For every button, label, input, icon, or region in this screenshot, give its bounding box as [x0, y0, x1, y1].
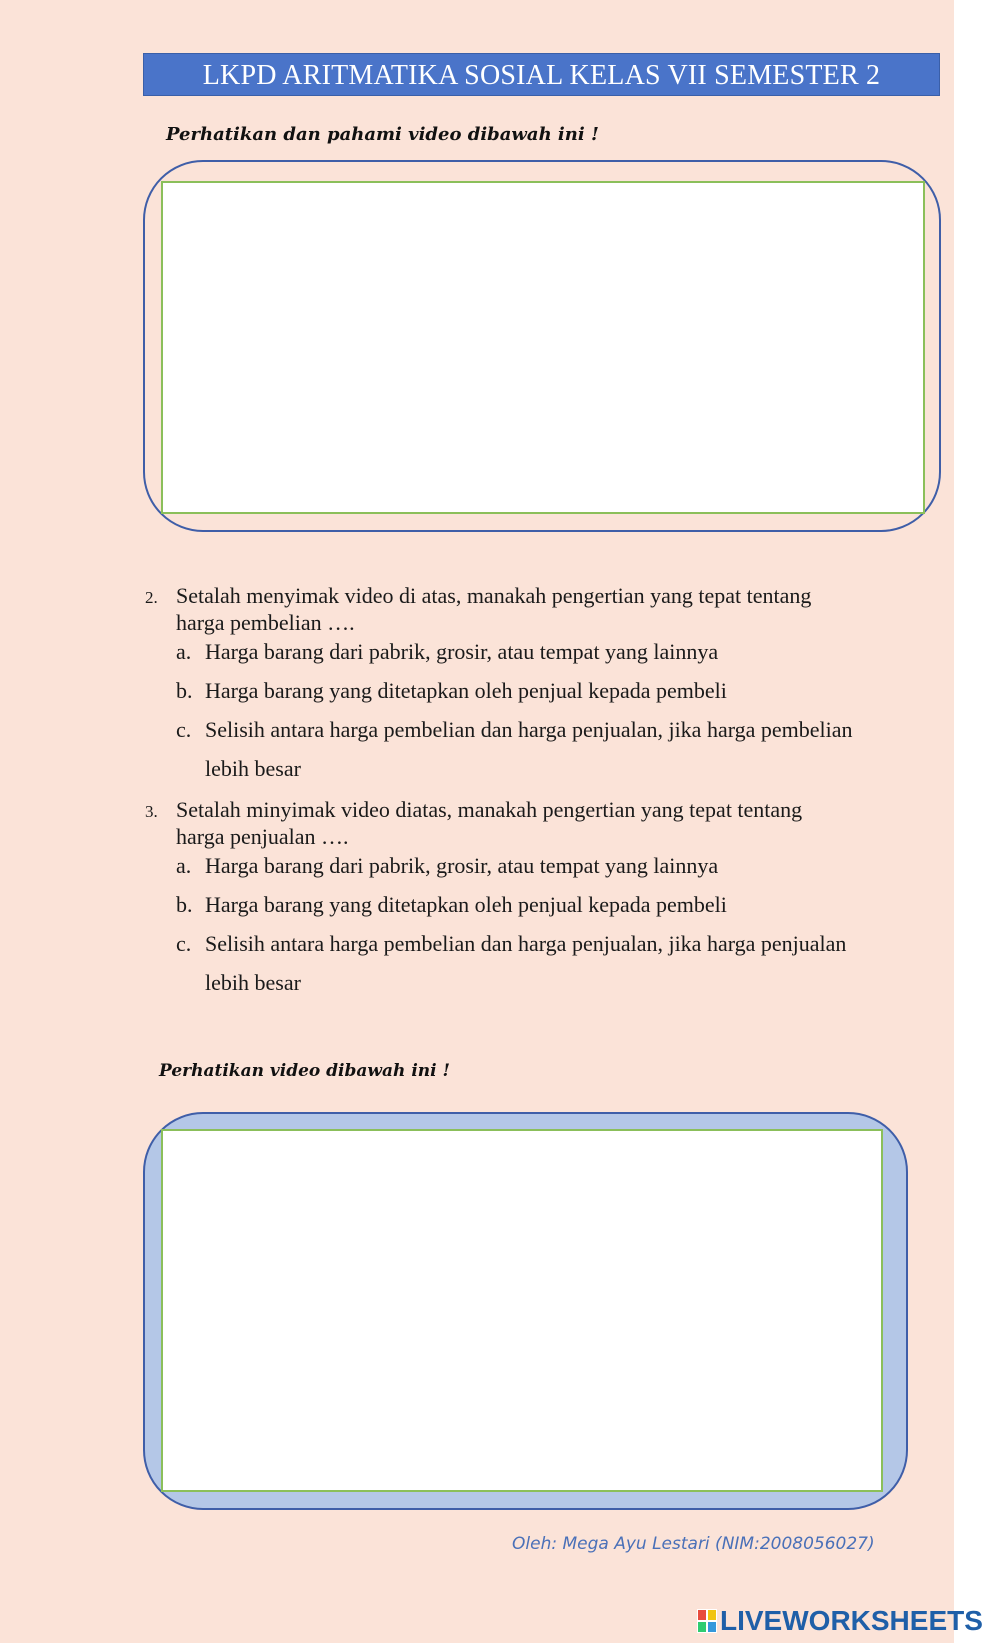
option-text: Selisih antara harga pembelian dan harga penjualan, jika harga penjualan [205, 931, 847, 956]
worksheet-title-banner: LKPD ARITMATIKA SOSIAL KELAS VII SEMESTER 2 [143, 53, 940, 96]
video-1-player[interactable] [161, 181, 925, 514]
option-text: Harga barang dari pabrik, grosir, atau tempat yang lainnya [205, 853, 719, 878]
video-2-player[interactable] [161, 1129, 883, 1492]
logo-square [697, 1609, 707, 1621]
option-c[interactable] [176, 716, 896, 786]
page-margin-strip [954, 0, 1000, 1643]
option-letter: a. [176, 853, 192, 878]
option-c[interactable] [176, 930, 896, 1000]
question-text [176, 796, 876, 850]
logo-square [697, 1621, 707, 1633]
liveworksheets-brand[interactable] [697, 1606, 983, 1636]
option-text: Harga barang yang ditetapkan oleh penjual kepada pembeli [205, 678, 727, 703]
question-text-line: Setalah menyimak video di atas, manakah pengertian yang tepat tentang [176, 583, 812, 608]
question-text [176, 582, 876, 636]
question-number: 3. [145, 802, 158, 821]
option-text-continuation: lebih besar [205, 970, 301, 995]
option-letter: a. [176, 639, 192, 664]
question-text-line: Setalah minyimak video diatas, manakah pengertian yang tepat tentang [176, 797, 803, 822]
option-letter: b. [176, 892, 193, 917]
question-3 [145, 796, 905, 996]
question-2 [145, 582, 905, 782]
author-credit: Oleh: Mega Ayu Lestari (NIM:2008056027) [512, 1534, 875, 1554]
logo-square [707, 1609, 717, 1621]
option-letter: b. [176, 678, 193, 703]
logo-square [707, 1621, 717, 1633]
question-number: 2. [145, 588, 158, 607]
option-text: Harga barang dari pabrik, grosir, atau tempat yang lainnya [205, 639, 719, 664]
option-text: Harga barang yang ditetapkan oleh penjual kepada pembeli [205, 892, 727, 917]
video-1-instruction: Perhatikan dan pahami video dibawah ini ! [166, 124, 599, 145]
option-text-continuation: lebih besar [205, 756, 301, 781]
question-text-line: harga pembelian …. [176, 610, 355, 635]
option-letter: c. [176, 931, 192, 956]
liveworksheets-logo-icon [697, 1609, 717, 1633]
option-letter: c. [176, 717, 192, 742]
option-text: Selisih antara harga pembelian dan harga penjualan, jika harga pembelian [205, 717, 853, 742]
brand-name: LIVEWORKSHEETS [720, 1605, 983, 1636]
question-text-line: harga penjualan …. [176, 824, 349, 849]
video-2-instruction: Perhatikan video dibawah ini ! [159, 1061, 450, 1081]
